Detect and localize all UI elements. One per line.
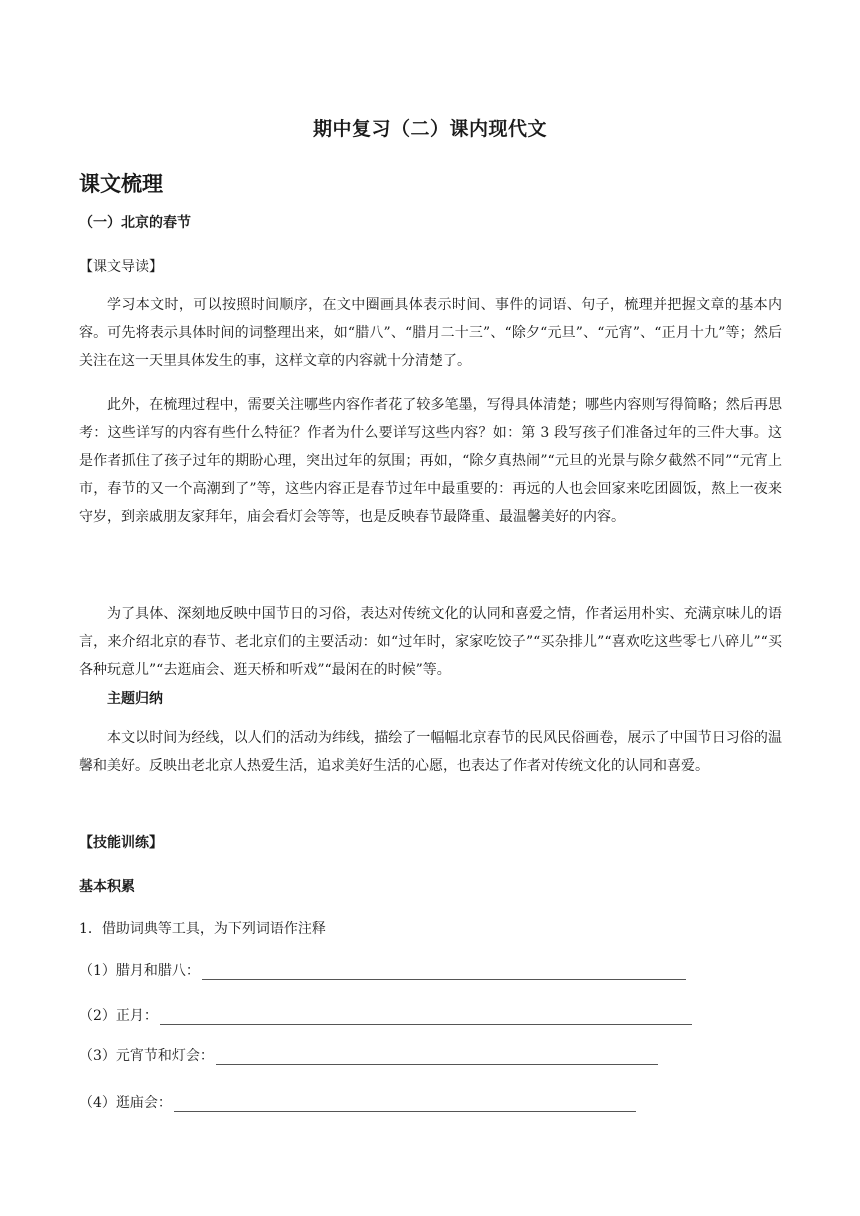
theme-label: 主题归纳: [107, 691, 163, 707]
question-1: 1．借助词典等工具，为下列词语作注释: [79, 921, 326, 937]
page-title: 期中复习（二）课内现代文: [312, 118, 547, 140]
fill-item-2: [79, 1003, 692, 1025]
basics-label: 基本积累: [79, 879, 135, 895]
answer-blank[interactable]: [174, 1095, 636, 1112]
answer-blank[interactable]: [160, 1008, 692, 1025]
lesson-heading: （一）北京的春节: [79, 215, 191, 231]
fill-item-label: （4）逛庙会：: [79, 1095, 172, 1111]
fill-item-label: （3）元宵节和灯会：: [79, 1048, 214, 1064]
guide-paragraph-2: 此外，在梳理过程中，需要关注哪些内容作者花了较多笔墨，写得具体清楚；哪些内容则写得简略；然后再思考：这些详写的内容有些什么特征？作者为什么要详写这些内容？如：第 3 段写孩子们准备过年的三件大事。这是作者抓住了孩子过年的期盼心理，突出过年的氛围；再如，“除夕真热闹”“元旦的光景与除夕截然不同”“元宵上市，春节的又一个高潮到了”等，这些内容正是春节过年中最重要的：再远的人也会回家来吃团圆饭，熬上一夜来守岁，到亲戚朋友家拜年，庙会看灯会等等，也是反映春节最降重、最温馨美好的内容。: [79, 397, 782, 525]
guide-paragraph-1: 学习本文时，可以按照时间顺序，在文中圈画具体表示时间、事件的词语、句子，梳理并把握文章的基本内容。可先将表示具体时间的词整理出来，如“腊八”、“腊月二十三”、“除夕“元旦”、“元宵”、“正月十九”等；然后关注在这一天里具体发生的事，这样文章的内容就十分清楚了。: [79, 297, 782, 369]
answer-blank[interactable]: [202, 963, 686, 980]
fill-item-4: [79, 1090, 636, 1112]
guide-label: 【课文导读】: [79, 259, 163, 275]
skills-label: 【技能训练】: [79, 835, 163, 851]
fill-item-label: （2）正月：: [79, 1008, 158, 1024]
fill-item-3: [79, 1043, 658, 1065]
guide-paragraph-3: 为了具体、深刻地反映中国节日的习俗，表达对传统文化的认同和喜爱之情，作者运用朴实、充满京味儿的语言，来介绍北京的春节、老北京们的主要活动：如“过年时，家家吃饺子”“买杂排儿”“喜欢吃这些零七八碎儿”“买各种玩意儿”“去逛庙会、逛天桥和听戏”“最闲在的时候”等。: [79, 606, 782, 678]
answer-blank[interactable]: [216, 1048, 658, 1065]
theme-paragraph: 本文以时间为经线，以人们的活动为纬线，描绘了一幅幅北京春节的民风民俗画卷，展示了中国节日习俗的温馨和美好。反映出老北京人热爱生活，追求美好生活的心愿，也表达了作者对传统文化的认同和喜爱。: [79, 730, 782, 774]
fill-item-label: （1）腊月和腊八：: [79, 963, 200, 979]
fill-item-1: [79, 958, 686, 980]
section-heading: 课文梳理: [79, 172, 163, 196]
